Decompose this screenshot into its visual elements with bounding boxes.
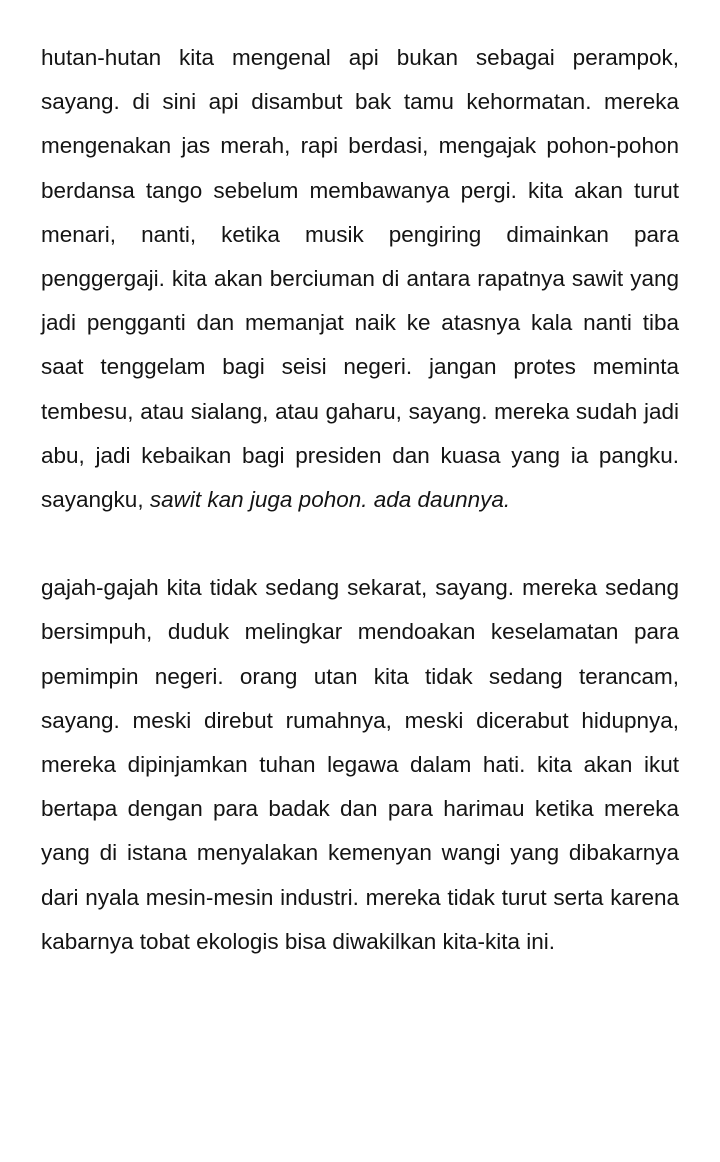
- paragraph-animals: [41, 566, 679, 964]
- paragraph-forests: [41, 36, 679, 522]
- paragraph-animals-text: gajah-gajah kita tidak sedang sekarat, sayang. mereka sedang bersimpuh, duduk melingkar mendoakan keselamatan para pemimpin negeri. orang utan kita tidak sedang terancam, sayang. meski direbut rumahnya, meski dicerabut hidupnya, mereka dipinjamkan tuhan legawa dalam hati. kita akan ikut bertapa dengan para badak dan para harimau ketika mereka yang di istana menyalakan kemenyan wangi yang dibakarnya dari nyala mesin-mesin industri. mereka tidak turut serta karena kabarnya tobat ekologis bisa diwakilkan kita-kita ini.: [41, 575, 679, 954]
- paragraph-forests-italic-line: sawit kan juga pohon. ada daunnya.: [149, 487, 511, 513]
- paragraph-forests-text: hutan-hutan kita mengenal api bukan sebagai perampok, sayang. di sini api disambut bak tamu kehormatan. mereka mengenakan jas merah, rapi berdasi, mengajak pohon-pohon berdansa tango sebelum membawanya pergi. kita akan turut menari, nanti, ketika musik pengiring dimainkan para penggergaji. kita akan berciuman di antara rapatnya sawit yang jadi pengganti dan memanjat naik ke atasnya kala nanti tiba saat tenggelam bagi seisi negeri. jangan protes meminta tembesu, atau sialang, atau gaharu, sayang. mereka sudah jadi abu, jadi kebaikan bagi presiden dan kuasa yang ia pangku. sayangku,: [41, 45, 679, 513]
- poem-document: [41, 36, 679, 964]
